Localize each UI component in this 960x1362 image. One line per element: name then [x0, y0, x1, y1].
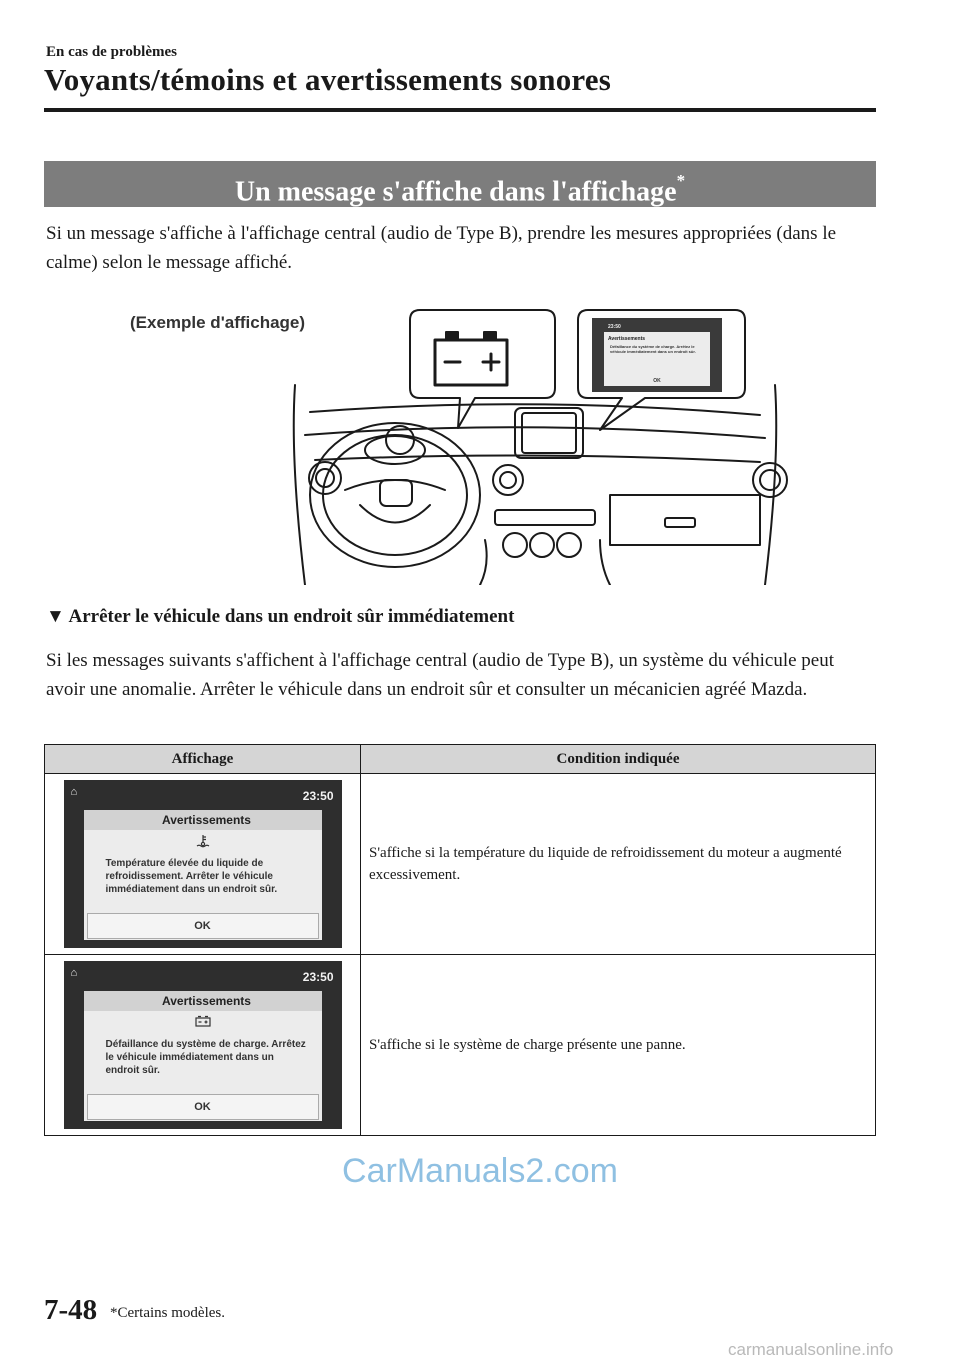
mini-screen-time: 23:50	[608, 324, 621, 330]
subsection-body: Si les messages suivants s'affichent à l'affichage central (audio de Type B), un système du véhicule peut avoir une anomalie. Arrêter le véhicule dans un endroit sûr et consulter un mécanicien agréé Mazda.	[46, 650, 834, 700]
dialog-title: Avertissements	[84, 991, 322, 1011]
site-watermark: carmanualsonline.info	[728, 1340, 894, 1359]
ok-button[interactable]: OK	[87, 1094, 319, 1120]
mini-screen-title: Avertissements	[608, 336, 646, 342]
table-header-row	[45, 745, 876, 774]
banner-footnote-marker: *	[676, 171, 686, 190]
warning-screen	[64, 961, 342, 1129]
banner-title: Un message s'affiche dans l'affichage	[234, 176, 677, 208]
subsection-marker: ▼	[46, 606, 65, 627]
display-cell	[45, 955, 361, 1136]
chapter-label: En cas de problèmes	[46, 44, 177, 60]
home-icon: ⌂	[70, 967, 78, 979]
dialog-message: Défaillance du système de charge. Arrêtez le véhicule immédiatement dans un endroit sûr.	[105, 1039, 306, 1076]
screen-clock: 23:50	[302, 789, 334, 803]
page-number: 7-48	[44, 1294, 98, 1326]
table-header-condition: Condition indiquée	[361, 745, 876, 774]
dashboard-illustration	[130, 300, 790, 585]
subsection-heading	[46, 606, 514, 628]
dialog-title: Avertissements	[84, 810, 322, 830]
topic-banner	[44, 161, 876, 207]
screen-clock: 23:50	[302, 970, 334, 984]
battery-icon	[194, 1015, 212, 1029]
warning-message-table	[44, 744, 876, 1136]
condition-cell: S'affiche si la température du liquide de refroidissement du moteur a augmenté excessivement.	[361, 774, 876, 955]
home-icon: ⌂	[70, 786, 78, 798]
battery-callout	[410, 310, 555, 428]
intro-paragraph: Si un message s'affiche à l'affichage central (audio de Type B), prendre les mesures appropriées (dans le calme) selon le message affiché.	[46, 223, 837, 273]
display-cell	[45, 774, 361, 955]
table-header-display: Affichage	[45, 745, 361, 774]
dashboard-lineart	[294, 385, 787, 585]
warning-dialog	[84, 810, 322, 940]
warning-screen	[64, 780, 342, 948]
mini-screen-ok: OK	[653, 378, 661, 384]
ok-button[interactable]: OK	[87, 913, 319, 939]
dialog-message: Température élevée du liquide de refroidissement. Arrêter le véhicule immédiatement dans un endroit sûr.	[105, 858, 278, 895]
footnote: *Certains modèles.	[110, 1305, 225, 1321]
section-title: Voyants/témoins et avertissements sonores	[44, 62, 612, 97]
table-row	[45, 955, 876, 1136]
mini-screen-message: Défaillance du système de charge. Arrêtez le véhicule immédiatement dans un endroit sûr.	[610, 344, 696, 354]
condition-cell: S'affiche si le système de charge présente une panne.	[361, 955, 876, 1136]
illustration-caption: (Exemple d'affichage)	[130, 313, 306, 332]
warning-dialog	[84, 991, 322, 1121]
table-row	[45, 774, 876, 955]
coolant-temperature-icon	[194, 834, 212, 848]
watermark: CarManuals2.com	[342, 1152, 618, 1190]
subsection-title: Arrêter le véhicule dans un endroit sûr immédiatement	[68, 606, 515, 627]
title-divider	[44, 108, 876, 112]
